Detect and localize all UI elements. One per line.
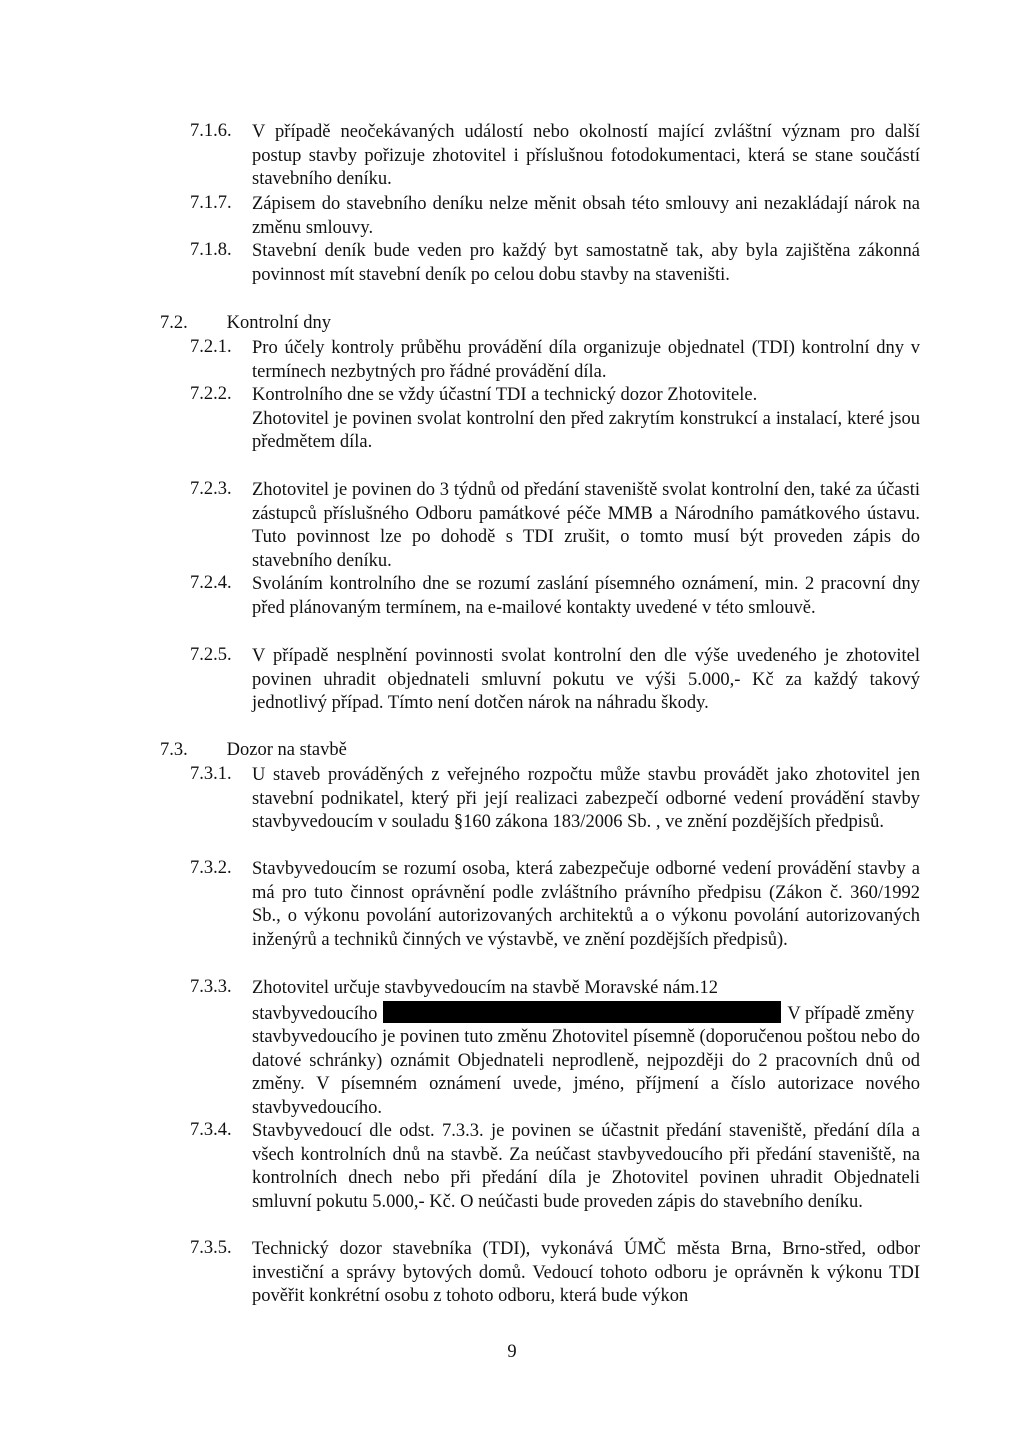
clause-number: 7.3.4.	[190, 1120, 232, 1140]
clause-number: 7.2.4.	[190, 573, 232, 593]
clause-number: 7.3.2.	[190, 858, 232, 878]
clause-text-pre: stavbyvedoucího	[252, 1003, 378, 1024]
clause-7-2-4	[190, 573, 920, 620]
clause-text: V případě nesplnění povinnosti svolat kontrolní den dle výše uvedeného je zhotovitel povinen uhradit objednateli smluvní pokutu ve výši 5.000,- Kč za každý takový jednotlivý případ. Tímto není dotčen nárok na náhradu škody.	[252, 646, 920, 713]
clause-number: 7.3.3.	[190, 977, 232, 997]
clause-7-2-3	[190, 479, 920, 573]
clause-text: Zhotovitel je povinen do 3 týdnů od předání staveniště svolat kontrolní den, také za účasti zástupců příslušného Odboru památkové péče MMB a Národního památkového ústavu. Tuto povinnost lze po dohodě s TDI zrušit, o tomto musí být proveden zápis do stavebního deníku.	[252, 480, 920, 571]
clause-number: 7.3.1.	[190, 764, 232, 784]
clause-text: Kontrolního dne se vždy účastní TDI a technický dozor Zhotovitele.	[252, 385, 758, 405]
clause-number: 7.1.7.	[190, 193, 232, 213]
clause-text: V případě neočekávaných událostí nebo okolností mající zvláštní význam pro další postup stavby pořizuje zhotovitel i příslušnou fotodokumentaci, která se stane součástí stavebního deníku.	[252, 122, 920, 189]
clause-7-1-8	[190, 240, 920, 287]
clause-7-3-4	[190, 1120, 920, 1214]
clause-text: Technický dozor stavebníka (TDI), vykonává ÚMČ města Brna, Brno-střed, odbor investiční a správy bytových domů. Vedoucí tohoto odboru je oprávněn k výkonu TDI pověřit konkrétní osobu z tohoto odboru, která bude výkon	[252, 1239, 920, 1306]
clause-number: 7.2.1.	[190, 337, 232, 357]
clause-7-2-2	[190, 384, 920, 455]
section-7-3-heading	[160, 740, 347, 761]
clause-number: 7.1.6.	[190, 121, 232, 141]
section-title: Dozor na stavbě	[226, 740, 347, 760]
page-number: 9	[507, 1342, 517, 1362]
clause-7-1-6	[190, 121, 920, 192]
clause-number: 7.1.8.	[190, 240, 232, 260]
clause-7-3-5	[190, 1238, 920, 1309]
clause-number: 7.3.5.	[190, 1238, 232, 1258]
clause-text-continued: Zhotovitel je povinen svolat kontrolní den před zakrytím konstrukcí a instalací, které jsou předmětem díla.	[252, 408, 920, 452]
clause-number: 7.2.5.	[190, 645, 232, 665]
section-number: 7.3.	[160, 740, 188, 760]
section-number: 7.2.	[160, 313, 188, 333]
clause-number: 7.2.3.	[190, 479, 232, 499]
clause-text: Stavbyvedoucí dle odst. 7.3.3. je povinen se účastnit předání staveniště, předání díla a všech kontrolních dnů na stavbě. Za neúčast stavbyvedoucího při předání staveniště, na kontrolních dnech nebo při předání díla je Zhotovitel povinen uhradit Objednateli smluvní pokutu 5.000,- Kč. O neúčasti bude proveden zápis do stavebního deníku.	[252, 1121, 920, 1212]
clause-7-3-3	[190, 977, 920, 1120]
section-7-2-heading	[160, 313, 331, 334]
clause-text: U staveb prováděných z veřejného rozpočtu může stavbu provádět jako zhotovitel jen stavební podnikatel, který při její realizaci zabezpečí odborné vedení provádění stavby stavbyvedoucím v souladu §160 zákona 183/2006 Sb. , ve znění pozdějších předpisů.	[252, 765, 920, 832]
clause-text-line2	[252, 1001, 920, 1027]
clause-7-3-2	[190, 858, 920, 952]
clause-text-post: V případě změny	[787, 1003, 915, 1024]
clause-text: Stavbyvedoucím se rozumí osoba, která zabezpečuje odborné vedení provádění stavby a má pro tuto činnost oprávnění podle zvláštního právního předpisu (Zákon č. 360/1992 Sb., o výkonu povolání autorizovaných architektů a o výkonu povolání autorizovaných inženýrů a techniků činných ve výstavbě, ve znění pozdějších předpisů).	[252, 859, 920, 950]
clause-text: Stavební deník bude veden pro každý byt samostatně tak, aby byla zajištěna zákonná povinnost mít stavební deník po celou dobu stavby na staveništi.	[252, 241, 920, 285]
clause-7-2-5	[190, 645, 920, 716]
clause-text-line1: Zhotovitel určuje stavbyvedoucím na stavbě Moravské nám.12	[252, 978, 718, 998]
redacted-name	[383, 1001, 781, 1023]
clause-number: 7.2.2.	[190, 384, 232, 404]
clause-text: Svoláním kontrolního dne se rozumí zaslání písemného oznámení, min. 2 pracovní dny před plánovaným termínem, na e-mailové kontakty uvedené v této smlouvě.	[252, 574, 920, 618]
clause-7-1-7	[190, 193, 920, 240]
clause-7-2-1	[190, 337, 920, 384]
section-title: Kontrolní dny	[226, 313, 331, 333]
clause-7-3-1	[190, 764, 920, 835]
clause-text: Zápisem do stavebního deníku nelze měnit obsah této smlouvy ani nezakládají nárok na změnu smlouvy.	[252, 194, 920, 238]
clause-text	[252, 977, 920, 1120]
clause-text: Pro účely kontroly průběhu provádění díla organizuje objednatel (TDI) kontrolní dny v termínech nezbytných pro řádné provádění díla.	[252, 338, 920, 382]
clause-text-rest: stavbyvedoucího je povinen tuto změnu Zhotovitel písemně (doporučenou poštou nebo do datové schránky) oznámit Objednateli neprodleně, nejpozději do 2 pracovních dnů od změny. V písemném oznámení uvede, jméno, příjmení a číslo autorizace nového stavbyvedoucího.	[252, 1027, 920, 1118]
